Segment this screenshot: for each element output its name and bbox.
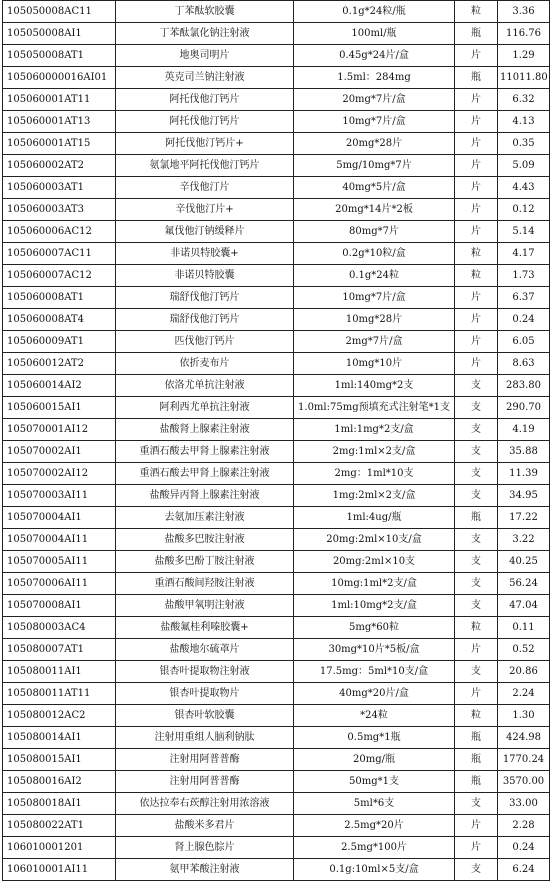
price-cell: 4.43 [498, 177, 550, 199]
table-row [3, 639, 550, 661]
drug-code-cell: 105050008AI1 [3, 23, 116, 45]
price-cell: 17.22 [498, 507, 550, 529]
table-row [3, 617, 550, 639]
specification-cell: 10mg*10片 [294, 353, 455, 375]
specification-cell: 20mg*7片/盒 [294, 89, 455, 111]
unit-cell: 片 [455, 639, 498, 661]
specification-cell: 1.5ml：284mg [294, 67, 455, 89]
table-row [3, 705, 550, 727]
table-row [3, 23, 550, 45]
table-row [3, 507, 550, 529]
drug-name-cell: 盐酸多巴胺注射液 [116, 529, 294, 551]
drug-price-table [2, 0, 550, 881]
price-cell: 1.30 [498, 705, 550, 727]
specification-cell: 20mg:2ml×10支 [294, 551, 455, 573]
specification-cell: 0.5mg*1瓶 [294, 727, 455, 749]
specification-cell: 80mg*7片 [294, 221, 455, 243]
table-row [3, 309, 550, 331]
price-cell: 0.12 [498, 199, 550, 221]
drug-code-cell: 105070004AI11 [3, 529, 116, 551]
specification-cell: 20mg*14片*2板 [294, 199, 455, 221]
drug-code-cell: 105060006AC12 [3, 221, 116, 243]
drug-code-cell: 105080015AI1 [3, 749, 116, 771]
unit-cell: 片 [455, 287, 498, 309]
table-row [3, 67, 550, 89]
table-row [3, 353, 550, 375]
drug-code-cell: 105070005AI11 [3, 551, 116, 573]
table-row [3, 727, 550, 749]
table-row [3, 243, 550, 265]
specification-cell: 10mg*7片/盒 [294, 287, 455, 309]
table-row [3, 595, 550, 617]
drug-code-cell: 105060012AT2 [3, 353, 116, 375]
table-row [3, 133, 550, 155]
price-cell: 3570.00 [498, 771, 550, 793]
specification-cell: 5ml*6支 [294, 793, 455, 815]
unit-cell: 支 [455, 793, 498, 815]
specification-cell: 0.1g*24粒 [294, 265, 455, 287]
specification-cell: 2.5mg*100片 [294, 837, 455, 859]
price-cell: 2.24 [498, 683, 550, 705]
unit-cell: 粒 [455, 617, 498, 639]
drug-code-cell: 105060003AT3 [3, 199, 116, 221]
unit-cell: 瓶 [455, 727, 498, 749]
drug-name-cell: 去氨加压素注射液 [116, 507, 294, 529]
drug-code-cell: 105050008AT1 [3, 45, 116, 67]
unit-cell: 片 [455, 837, 498, 859]
unit-cell: 支 [455, 441, 498, 463]
table-row [3, 441, 550, 463]
drug-code-cell: 105080007AT1 [3, 639, 116, 661]
table-row [3, 463, 550, 485]
table-row [3, 375, 550, 397]
price-cell: 1770.24 [498, 749, 550, 771]
specification-cell: 1ml:10mg*2支/盒 [294, 595, 455, 617]
drug-code-cell: 105080012AC2 [3, 705, 116, 727]
specification-cell: 17.5mg：5ml*10支/盒 [294, 661, 455, 683]
specification-cell: 2mg*7片/盒 [294, 331, 455, 353]
price-cell: 11.39 [498, 463, 550, 485]
drug-name-cell: 地奥司明片 [116, 45, 294, 67]
drug-code-cell: 105070006AI11 [3, 573, 116, 595]
unit-cell: 片 [455, 221, 498, 243]
unit-cell: 支 [455, 573, 498, 595]
unit-cell: 支 [455, 551, 498, 573]
unit-cell: 片 [455, 45, 498, 67]
table-row [3, 771, 550, 793]
table-row [3, 45, 550, 67]
table-row [3, 89, 550, 111]
table-row [3, 155, 550, 177]
price-cell: 1.73 [498, 265, 550, 287]
drug-name-cell: 肾上腺色腙片 [116, 837, 294, 859]
unit-cell: 支 [455, 397, 498, 419]
price-cell: 0.35 [498, 133, 550, 155]
drug-code-cell: 105070008AI1 [3, 595, 116, 617]
specification-cell: 2mg：1ml*10支 [294, 463, 455, 485]
drug-code-cell: 105060007AC11 [3, 243, 116, 265]
specification-cell: 5mg*60粒 [294, 617, 455, 639]
drug-name-cell: 阿托伐他汀钙片+ [116, 133, 294, 155]
price-cell: 33.00 [498, 793, 550, 815]
unit-cell: 片 [455, 331, 498, 353]
specification-cell: 0.1g*24粒/瓶 [294, 1, 455, 23]
specification-cell: 0.1g:10ml×5支/盒 [294, 859, 455, 881]
table-row [3, 815, 550, 837]
drug-code-cell: 105060001AT13 [3, 111, 116, 133]
price-cell: 5.09 [498, 155, 550, 177]
drug-name-cell: 银杏叶提取物片 [116, 683, 294, 705]
drug-name-cell: 重酒石酸去甲肾上腺素注射液 [116, 441, 294, 463]
drug-code-cell: 105080011AT11 [3, 683, 116, 705]
drug-code-cell: 105060007AC12 [3, 265, 116, 287]
drug-name-cell: 氟伐他汀钠缓释片 [116, 221, 294, 243]
drug-name-cell: 重酒石酸去甲肾上腺素注射液 [116, 463, 294, 485]
drug-name-cell: 依洛尤单抗注射液 [116, 375, 294, 397]
table-row [3, 529, 550, 551]
unit-cell: 粒 [455, 243, 498, 265]
unit-cell: 瓶 [455, 507, 498, 529]
drug-name-cell: 盐酸氟桂利嗪胶囊+ [116, 617, 294, 639]
drug-name-cell: 匹伐他汀钙片 [116, 331, 294, 353]
drug-name-cell: 盐酸米多君片 [116, 815, 294, 837]
specification-cell: 40mg*20片/盒 [294, 683, 455, 705]
drug-name-cell: 注射用阿普普酶 [116, 749, 294, 771]
unit-cell: 支 [455, 463, 498, 485]
table-row [3, 793, 550, 815]
table-row [3, 397, 550, 419]
specification-cell: 2mg:1ml×2支/盒 [294, 441, 455, 463]
drug-code-cell: 106010001201 [3, 837, 116, 859]
price-cell: 40.25 [498, 551, 550, 573]
unit-cell: 支 [455, 419, 498, 441]
unit-cell: 瓶 [455, 749, 498, 771]
unit-cell: 粒 [455, 1, 498, 23]
drug-name-cell: 盐酸异丙肾上腺素注射液 [116, 485, 294, 507]
unit-cell: 片 [455, 815, 498, 837]
price-cell: 6.05 [498, 331, 550, 353]
specification-cell: 10mg*7片/盒 [294, 111, 455, 133]
drug-name-cell: 银杏叶提取物注射液 [116, 661, 294, 683]
table-row [3, 573, 550, 595]
price-cell: 116.76 [498, 23, 550, 45]
drug-name-cell: 阿托伐他汀钙片 [116, 89, 294, 111]
unit-cell: 粒 [455, 265, 498, 287]
price-cell: 35.88 [498, 441, 550, 463]
drug-code-cell: 105060008AT4 [3, 309, 116, 331]
table-row [3, 331, 550, 353]
price-cell: 8.63 [498, 353, 550, 375]
price-cell: 0.11 [498, 617, 550, 639]
drug-name-cell: 丁苯酞软胶囊 [116, 1, 294, 23]
drug-name-cell: 盐酸多巴酚丁胺注射液 [116, 551, 294, 573]
drug-name-cell: 瑞舒伐他汀钙片 [116, 309, 294, 331]
drug-name-cell: 依折麦布片 [116, 353, 294, 375]
unit-cell: 支 [455, 375, 498, 397]
unit-cell: 片 [455, 177, 498, 199]
drug-code-cell: 105080014AI1 [3, 727, 116, 749]
price-cell: 0.24 [498, 309, 550, 331]
specification-cell: 1ml:1mg*2支/盒 [294, 419, 455, 441]
price-cell: 283.80 [498, 375, 550, 397]
drug-code-cell: 105060003AT1 [3, 177, 116, 199]
drug-name-cell: 英克司兰钠注射液 [116, 67, 294, 89]
drug-name-cell: 氨甲苯酸注射液 [116, 859, 294, 881]
specification-cell: 0.2g*10粒/盒 [294, 243, 455, 265]
drug-code-cell: 105060001AT15 [3, 133, 116, 155]
specification-cell: 40mg*5片/盒 [294, 177, 455, 199]
table-row [3, 837, 550, 859]
table-row [3, 1, 550, 23]
price-cell: 4.13 [498, 111, 550, 133]
specification-cell: 1mg:2ml×2支/盒 [294, 485, 455, 507]
price-cell: 3.36 [498, 1, 550, 23]
drug-name-cell: 重酒石酸间羟胺注射液 [116, 573, 294, 595]
drug-code-cell: 106010001AI11 [3, 859, 116, 881]
unit-cell: 支 [455, 595, 498, 617]
price-cell: 6.32 [498, 89, 550, 111]
specification-cell: 10mg*28片 [294, 309, 455, 331]
table-row [3, 199, 550, 221]
table-row [3, 859, 550, 881]
price-cell: 424.98 [498, 727, 550, 749]
drug-code-cell: 105060002AT2 [3, 155, 116, 177]
drug-code-cell: 105070001AI12 [3, 419, 116, 441]
specification-cell: 20mg*28片 [294, 133, 455, 155]
drug-name-cell: 银杏叶软胶囊 [116, 705, 294, 727]
specification-cell: 20mg/瓶 [294, 749, 455, 771]
table-row [3, 419, 550, 441]
drug-name-cell: 依达拉奉右莰醇注射用浓溶液 [116, 793, 294, 815]
drug-name-cell: 盐酸地尔硫䓬片 [116, 639, 294, 661]
unit-cell: 片 [455, 199, 498, 221]
drug-name-cell: 盐酸甲氧明注射液 [116, 595, 294, 617]
drug-name-cell: 盐酸肾上腺素注射液 [116, 419, 294, 441]
drug-code-cell: 105060001AT11 [3, 89, 116, 111]
price-cell: 2.28 [498, 815, 550, 837]
drug-name-cell: 非诺贝特胶囊 [116, 265, 294, 287]
specification-cell: 10mg:1ml*2支/盒 [294, 573, 455, 595]
unit-cell: 片 [455, 353, 498, 375]
unit-cell: 瓶 [455, 23, 498, 45]
drug-code-cell: 105080018AI1 [3, 793, 116, 815]
specification-cell: 100ml/瓶 [294, 23, 455, 45]
drug-name-cell: 注射用阿普普酶 [116, 771, 294, 793]
drug-code-cell: 105070004AI1 [3, 507, 116, 529]
drug-name-cell: 辛伐他汀片+ [116, 199, 294, 221]
price-cell: 3.22 [498, 529, 550, 551]
table-row [3, 287, 550, 309]
table-row [3, 551, 550, 573]
table-row [3, 485, 550, 507]
specification-cell: 1ml:4ug/瓶 [294, 507, 455, 529]
drug-name-cell: 阿利西尤单抗注射液 [116, 397, 294, 419]
specification-cell: 2.5mg*20片 [294, 815, 455, 837]
unit-cell: 支 [455, 485, 498, 507]
price-cell: 4.17 [498, 243, 550, 265]
drug-code-cell: 105080003AC4 [3, 617, 116, 639]
table-row [3, 683, 550, 705]
price-cell: 6.37 [498, 287, 550, 309]
table-row [3, 111, 550, 133]
drug-code-cell: 105070002AI1 [3, 441, 116, 463]
price-cell: 47.04 [498, 595, 550, 617]
drug-code-cell: 105060015AI1 [3, 397, 116, 419]
unit-cell: 支 [455, 859, 498, 881]
table-row [3, 265, 550, 287]
unit-cell: 片 [455, 133, 498, 155]
price-cell: 5.14 [498, 221, 550, 243]
unit-cell: 片 [455, 111, 498, 133]
drug-name-cell: 氨氯地平阿托伐他汀钙片 [116, 155, 294, 177]
drug-name-cell: 非诺贝特胶囊+ [116, 243, 294, 265]
unit-cell: 瓶 [455, 771, 498, 793]
specification-cell: *24粒 [294, 705, 455, 727]
unit-cell: 片 [455, 89, 498, 111]
unit-cell: 瓶 [455, 67, 498, 89]
specification-cell: 1ml:140mg*2支 [294, 375, 455, 397]
price-cell: 290.70 [498, 397, 550, 419]
drug-code-cell: 105050008AC11 [3, 1, 116, 23]
price-cell: 34.95 [498, 485, 550, 507]
price-cell: 4.19 [498, 419, 550, 441]
drug-name-cell: 瑞舒伐他汀钙片 [116, 287, 294, 309]
table-row [3, 749, 550, 771]
price-cell: 20.86 [498, 661, 550, 683]
drug-code-cell: 105060008AT1 [3, 287, 116, 309]
drug-code-cell: 105070003AI11 [3, 485, 116, 507]
specification-cell: 20mg:2ml×10支/盒 [294, 529, 455, 551]
specification-cell: 5mg/10mg*7片 [294, 155, 455, 177]
drug-name-cell: 辛伐他汀片 [116, 177, 294, 199]
drug-code-cell: 105060000016AI01 [3, 67, 116, 89]
unit-cell: 粒 [455, 705, 498, 727]
drug-code-cell: 105060009AT1 [3, 331, 116, 353]
specification-cell: 1.0ml:75mg预填充式注射笔*1支 [294, 397, 455, 419]
drug-price-table-body [3, 1, 550, 881]
drug-code-cell: 105070002AI12 [3, 463, 116, 485]
price-cell: 1.29 [498, 45, 550, 67]
specification-cell: 0.45g*24片/盒 [294, 45, 455, 67]
table-row [3, 177, 550, 199]
price-cell: 0.24 [498, 837, 550, 859]
unit-cell: 支 [455, 529, 498, 551]
drug-name-cell: 注射用重组人脑利钠肽 [116, 727, 294, 749]
price-cell: 0.52 [498, 639, 550, 661]
price-cell: 56.24 [498, 573, 550, 595]
table-row [3, 221, 550, 243]
drug-code-cell: 105080022AT1 [3, 815, 116, 837]
drug-name-cell: 丁苯酞氯化钠注射液 [116, 23, 294, 45]
drug-name-cell: 阿托伐他汀钙片 [116, 111, 294, 133]
drug-code-cell: 105080011AI1 [3, 661, 116, 683]
unit-cell: 片 [455, 309, 498, 331]
table-row [3, 661, 550, 683]
unit-cell: 片 [455, 683, 498, 705]
unit-cell: 片 [455, 155, 498, 177]
unit-cell: 支 [455, 661, 498, 683]
drug-code-cell: 105080016AI2 [3, 771, 116, 793]
price-cell: 11011.80 [498, 67, 550, 89]
specification-cell: 30mg*10片*5板/盒 [294, 639, 455, 661]
price-cell: 6.24 [498, 859, 550, 881]
specification-cell: 50mg*1支 [294, 771, 455, 793]
drug-code-cell: 105060014AI2 [3, 375, 116, 397]
